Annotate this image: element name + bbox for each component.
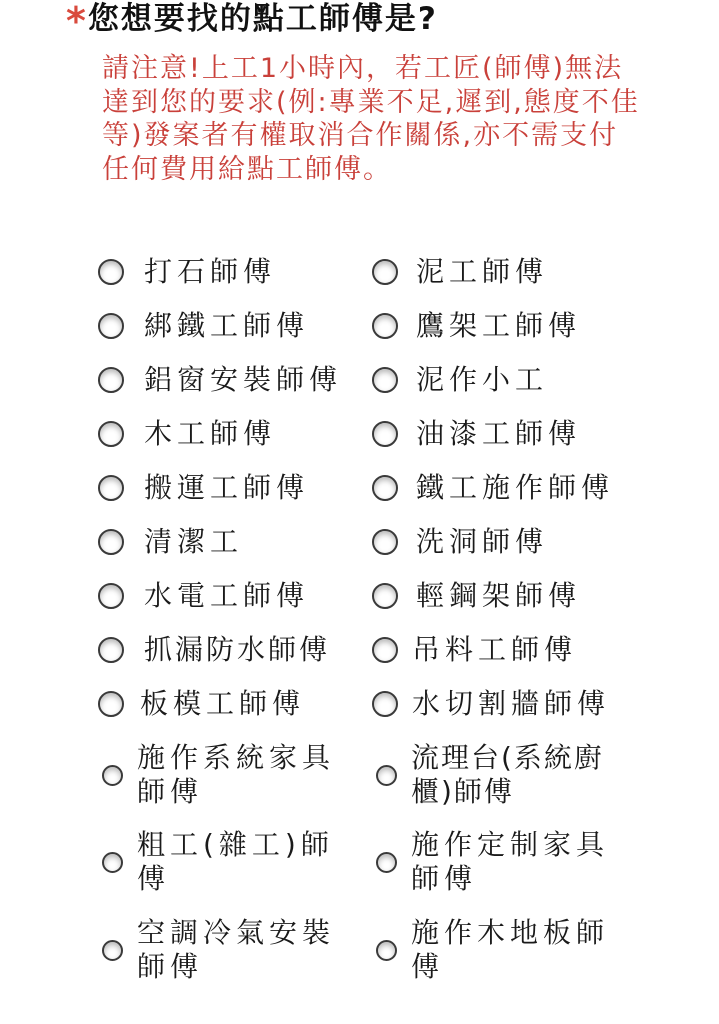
radio-button[interactable] xyxy=(376,852,397,873)
radio-button[interactable] xyxy=(376,765,397,786)
option-label: 綁鐵工師傅 xyxy=(144,309,310,342)
radio-button[interactable] xyxy=(102,940,123,961)
option-label: 施作系統家具師傅 xyxy=(137,741,336,808)
option-right-5[interactable] xyxy=(372,515,548,569)
notice-text: 請注意!上工1小時內，若工匠(師傅)無法達到您的要求(例:專業不足,遲到,態度不佳等)發案者有權取消合作關係,亦不需支付任何費用給點工師傅。 xyxy=(102,53,640,185)
option-right-11[interactable] xyxy=(376,915,636,985)
option-left-7[interactable] xyxy=(98,623,330,677)
option-left-11[interactable] xyxy=(102,915,347,985)
radio-button[interactable] xyxy=(98,637,124,663)
option-label: 搬運工師傅 xyxy=(144,471,310,504)
option-right-3[interactable] xyxy=(372,407,581,461)
radio-button[interactable] xyxy=(372,583,398,609)
option-label: 油漆工師傅 xyxy=(416,417,582,450)
radio-button[interactable] xyxy=(98,475,124,501)
option-left-8[interactable] xyxy=(98,677,305,731)
option-label: 洗洞師傅 xyxy=(416,525,549,558)
option-label: 流理台(系統廚櫃)師傅 xyxy=(411,741,604,808)
option-right-2[interactable] xyxy=(372,353,548,407)
option-left-3[interactable] xyxy=(98,407,276,461)
option-label: 抓漏防水師傅 xyxy=(144,633,331,666)
radio-button[interactable] xyxy=(98,529,124,555)
required-asterisk: * xyxy=(66,0,86,43)
option-right-7[interactable] xyxy=(372,623,577,677)
question-header xyxy=(66,0,706,44)
option-left-0[interactable] xyxy=(98,245,276,299)
option-left-6[interactable] xyxy=(98,569,309,623)
radio-button[interactable] xyxy=(98,313,124,339)
option-right-10[interactable] xyxy=(376,827,636,897)
option-label: 板模工師傅 xyxy=(140,687,306,720)
option-label: 施作定制家具師傅 xyxy=(411,828,610,895)
radio-button[interactable] xyxy=(98,583,124,609)
radio-button[interactable] xyxy=(372,637,398,663)
option-label: 吊料工師傅 xyxy=(412,633,578,666)
radio-button[interactable] xyxy=(102,852,123,873)
option-right-1[interactable] xyxy=(372,299,581,353)
option-label: 泥作小工 xyxy=(416,363,549,396)
option-label: 泥工師傅 xyxy=(416,255,549,288)
option-label: 鋁窗安裝師傅 xyxy=(144,363,343,396)
option-label: 水切割牆師傅 xyxy=(412,687,611,720)
option-label: 打石師傅 xyxy=(144,255,277,288)
option-left-5[interactable] xyxy=(98,515,243,569)
radio-button[interactable] xyxy=(372,367,398,393)
option-left-4[interactable] xyxy=(98,461,309,515)
option-label: 粗工(雜工)師傅 xyxy=(137,828,334,895)
option-label: 鐵工施作師傅 xyxy=(416,471,615,504)
option-label: 施作木地板師傅 xyxy=(411,916,610,983)
option-left-10[interactable] xyxy=(102,827,347,897)
option-label: 木工師傅 xyxy=(144,417,277,450)
radio-button[interactable] xyxy=(372,475,398,501)
radio-button[interactable] xyxy=(372,259,398,285)
radio-button[interactable] xyxy=(372,529,398,555)
question-title: 您想要找的點工師傅是? xyxy=(87,1,438,37)
radio-button[interactable] xyxy=(98,421,124,447)
radio-button[interactable] xyxy=(372,691,398,717)
radio-button[interactable] xyxy=(376,940,397,961)
radio-button[interactable] xyxy=(372,313,398,339)
option-right-6[interactable] xyxy=(372,569,581,623)
option-label: 輕鋼架師傅 xyxy=(416,579,582,612)
option-left-1[interactable] xyxy=(98,299,309,353)
radio-button[interactable] xyxy=(102,765,123,786)
option-right-4[interactable] xyxy=(372,461,614,515)
option-left-2[interactable] xyxy=(98,353,342,407)
option-right-8[interactable] xyxy=(372,677,610,731)
option-label: 水電工師傅 xyxy=(144,579,310,612)
option-left-9[interactable] xyxy=(102,740,347,810)
option-right-0[interactable] xyxy=(372,245,548,299)
option-label: 鷹架工師傅 xyxy=(416,309,582,342)
radio-button[interactable] xyxy=(98,691,124,717)
radio-button[interactable] xyxy=(372,421,398,447)
option-label: 清潔工 xyxy=(144,525,244,558)
radio-button[interactable] xyxy=(98,259,124,285)
option-right-9[interactable] xyxy=(376,740,636,810)
radio-button[interactable] xyxy=(98,367,124,393)
option-label: 空調冷氣安裝師傅 xyxy=(137,916,336,983)
